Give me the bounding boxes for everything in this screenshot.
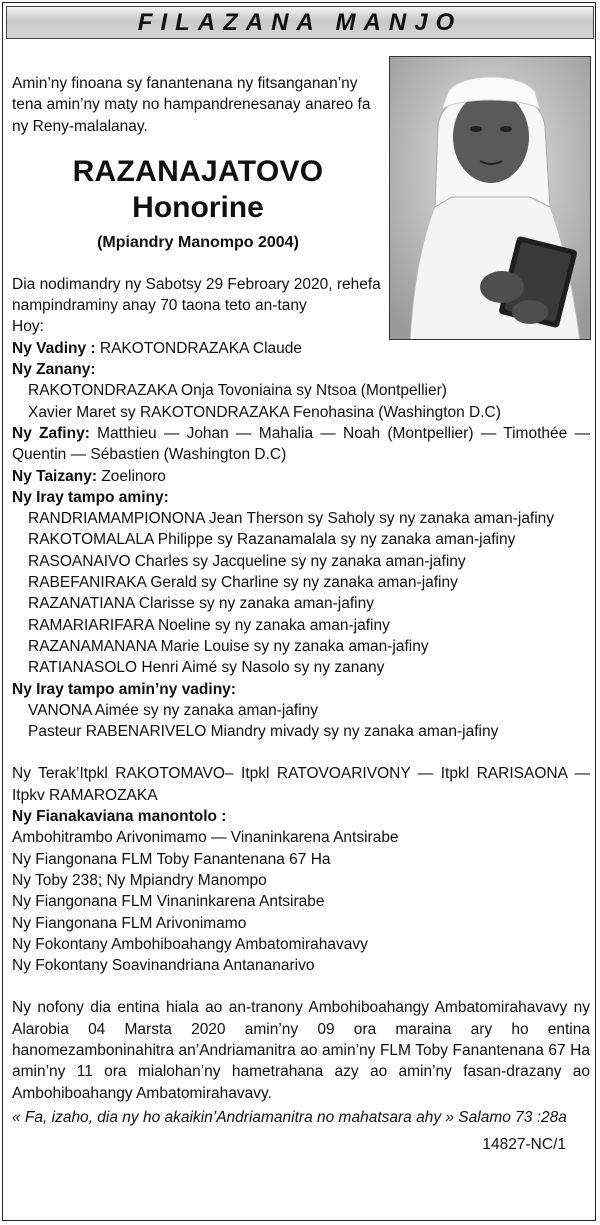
- husband-sibling-item: Pasteur RABENARIVELO Miandry mivady sy ny zanaka aman-jafiny: [28, 723, 499, 741]
- children-label: Ny Zanany:: [12, 361, 96, 379]
- husband-label: Ny Vadiny :: [12, 339, 96, 357]
- grandchildren-label: Ny Zafiny:: [12, 424, 90, 442]
- deceased-surname: RAZANAJATOVO: [72, 154, 324, 188]
- notice-body: [12, 73, 590, 1155]
- notice-title: FILAZANA MANJO: [137, 9, 463, 36]
- grandchildren-text: Matthieu — Johan — Mahalia — Noah (Montpellier) — Timothée — Quentin — Sébastien (Washington D.C): [12, 424, 590, 464]
- sibling-item: RATIANASOLO Henri Aimé sy Nasolo sy ny zanany: [28, 659, 385, 677]
- family-item: Ny Fokontany Ambohiboahangy Ambatomirahavavy: [12, 935, 368, 953]
- husband-sibling-item: VANONA Aimée sy ny zanaka aman-jafiny: [28, 701, 319, 719]
- sibling-item: RAMARIARIFARA Noeline sy ny zanaka aman-jafiny: [28, 616, 390, 634]
- notice-header: [6, 6, 594, 39]
- funeral-text: Ny nofony dia entina hiala ao an-tranony Ambohiboahangy Ambatomirahavavy ny Alarobia 04 Marsta 2020 amin’ny 09 ora maraina ary ho entina hanomezamboninahitra an’Andriamanitra ao amin’ny FLM Toby Fanantenana 67 Ha amin’ny 11 ora mialohan’ny hametrahana azy ao amin’ny fasan-drazany ao Ambohiboahangy Ambatomirahavavy.: [12, 999, 590, 1102]
- family-item: Ny Fokontany Soavinandriana Antananarivo: [12, 957, 315, 975]
- child-item: Xavier Maret sy RAKOTONDRAZAKA Fenohasina (Washington D.C): [28, 403, 501, 421]
- family-item: Ny Fiangonana FLM Toby Fanantenana 67 Ha: [12, 850, 331, 868]
- sibling-item: RABEFANIRAKA Gerald sy Charline sy ny zanaka aman-jafiny: [28, 574, 458, 592]
- husband-line: [12, 338, 590, 359]
- great-grandchildren-label: Ny Taizany:: [12, 467, 97, 485]
- deceased-firstname: Honorine: [132, 190, 264, 224]
- family-item: Ny Fiangonana FLM Vinaninkarena Antsirabe: [12, 893, 325, 911]
- sibling-item: RASOANAIVO Charles sy Jacqueline sy ny zanaka aman-jafiny: [28, 552, 466, 570]
- deceased-role: (Mpiandry Manompo 2004): [97, 233, 299, 251]
- death-line-2: nampindraminy anay 70 taona teto an-tany: [12, 297, 307, 315]
- family-item: Ny Fiangonana FLM Arivonimamo: [12, 914, 247, 932]
- scripture-quote: « Fa, izaho, dia ny ho akaikin’Andriamanitra no mahatsara ahy » Salamo 73 :28a: [12, 1108, 567, 1126]
- family-item: Ny Toby 238; Ny Mpiandry Manompo: [12, 871, 267, 889]
- grandchildren-line: [12, 423, 590, 466]
- pastors-line: Ny Terak’Itpkl RAKOTOMAVO– Itpkl RATOVOARIVONY — Itpkl RARISAONA — Itpkv RAMAROZAKA: [12, 765, 590, 804]
- husband-name: RAKOTONDRAZAKA Claude: [99, 339, 303, 357]
- spacer: [12, 976, 590, 997]
- death-line-1: Dia nodimandry ny Sabotsy 29 Febroary 2020, rehefa: [12, 275, 381, 293]
- child-item: RAKOTONDRAZAKA Onja Tovoniaina sy Ntsoa (Montpellier): [28, 382, 447, 400]
- husband-siblings-label: Ny Iray tampo amin’ny vadiny:: [12, 680, 236, 698]
- death-line-3: Hoy:: [12, 318, 44, 336]
- great-grandchildren-line: [12, 466, 590, 487]
- notice-reference: 14827-NC/1: [482, 1136, 566, 1154]
- sibling-item: RAZANATIANA Clarisse sy ny zanaka aman-jafiny: [28, 595, 374, 613]
- family-label: Ny Fianakaviana manontolo :: [12, 808, 227, 826]
- sibling-item: RAZANAMANANA Marie Louise sy ny zanaka aman-jafiny: [28, 637, 429, 655]
- sibling-item: RAKOTOMALALA Philippe sy Razanamalala sy ny zanaka aman-jafiny: [28, 531, 516, 549]
- siblings-label: Ny Iray tampo aminy:: [12, 488, 169, 506]
- sibling-item: RANDRIAMAMPIONONA Jean Therson sy Saholy sy ny zanaka aman-jafiny: [28, 510, 555, 528]
- great-grandchildren-text: Zoelinoro: [101, 467, 166, 485]
- family-item: Ambohitrambo Arivonimamo — Vinaninkarena Antsirabe: [12, 829, 399, 847]
- intro-text: Amin’ny finoana sy fanantenana ny fitsanganan’ny tena amin’ny maty no hampandrenesanay anareo fa ny Reny-malalanay.: [12, 75, 371, 135]
- spacer: [12, 742, 590, 763]
